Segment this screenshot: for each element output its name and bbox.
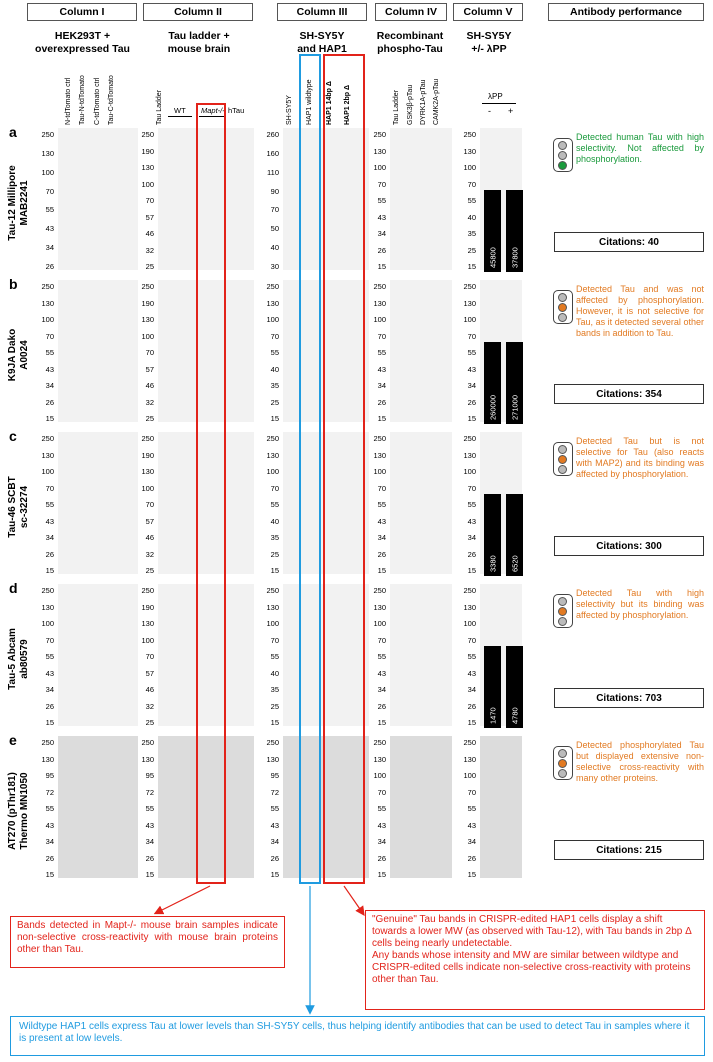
mw-marker-label: 70 — [270, 205, 279, 215]
mw-marker-label: 130 — [463, 298, 476, 308]
column-header-4: Column IV — [375, 3, 447, 21]
mw-marker-label: 55 — [467, 804, 476, 813]
performance-text: Detected human Tau with high selectivity. Not affected by phosphorylation. — [576, 132, 704, 164]
mw-marker-label: 43 — [467, 364, 476, 374]
lane-label: Tau-N-tdTomato — [79, 75, 86, 125]
antibody-name: AT270 (pThr181) Thermo MN1050 — [7, 772, 30, 850]
mw-marker-label: 70 — [45, 186, 54, 196]
mw-marker-label: 34 — [45, 381, 54, 390]
mw-marker-label: 130 — [373, 754, 386, 764]
mw-marker-label: 100 — [41, 315, 54, 324]
quantification-value: 37800 — [510, 247, 519, 268]
mw-marker-label: 34 — [377, 685, 386, 694]
mw-marker-label: 32 — [145, 549, 154, 559]
lane-label-plus: + — [508, 106, 514, 116]
lambda-pp-label: λPP — [488, 92, 503, 101]
mw-marker-label: 72 — [45, 787, 54, 797]
quantification-value: 1470 — [488, 707, 497, 724]
row-letter: c — [9, 428, 17, 444]
mw-marker-label: 34 — [45, 243, 54, 253]
mw-marker-label: 70 — [45, 635, 54, 645]
mw-marker-label: 55 — [467, 348, 476, 357]
mw-marker-label: 15 — [377, 566, 386, 575]
mw-marker-label: 43 — [45, 668, 54, 678]
mw-marker-label: 26 — [467, 549, 476, 559]
citations-box: Citations: 703 — [554, 688, 704, 708]
mw-marker-label: 55 — [45, 652, 54, 661]
mw-marker-label: 43 — [377, 820, 386, 830]
mw-marker-label: 57 — [145, 668, 154, 678]
mw-marker-label: 15 — [145, 870, 154, 879]
column-header-1: Column I — [27, 3, 137, 21]
mw-marker-label: 250 — [41, 282, 54, 291]
quantification-value: 3380 — [488, 555, 497, 572]
mw-marker-label: 100 — [266, 315, 279, 324]
row-letter: b — [9, 276, 18, 292]
mw-marker-label: 57 — [145, 364, 154, 374]
mw-marker-label: 35 — [270, 685, 279, 694]
mw-marker-label: 100 — [41, 467, 54, 476]
mw-marker-label: 190 — [141, 298, 154, 308]
mw-marker-label: 34 — [270, 837, 279, 846]
row-letter: a — [9, 124, 17, 140]
mw-marker-label: 25 — [467, 245, 476, 255]
mw-marker-label: 250 — [373, 738, 386, 747]
mw-marker-label: 26 — [377, 853, 386, 863]
mw-marker-label: 26 — [45, 397, 54, 407]
performance-text: Detected phosphorylated Tau but displayed extensive non-selective cross-reactivity with many other proteins. — [576, 740, 704, 783]
mw-marker-label: 100 — [141, 179, 154, 189]
mw-marker-label: 15 — [467, 414, 476, 423]
column-header-5: Column V — [453, 3, 523, 21]
mw-marker-label: 70 — [377, 483, 386, 493]
mw-marker-label: 25 — [145, 566, 154, 575]
mw-marker-label: 250 — [41, 434, 54, 443]
column-subtitle-5: SH-SY5Y +/- λPP — [466, 30, 512, 55]
mw-marker-label: 43 — [377, 212, 386, 222]
mw-marker-label: 250 — [266, 586, 279, 595]
mw-marker-label: 26 — [467, 701, 476, 711]
mw-marker-label: 70 — [45, 331, 54, 341]
mw-marker-label: 43 — [270, 820, 279, 830]
mw-marker-label: 70 — [467, 331, 476, 341]
mw-marker-label: 250 — [463, 130, 476, 139]
mw-marker-label: 26 — [467, 853, 476, 863]
mw-marker-label: 100 — [463, 619, 476, 628]
mw-marker-label: 130 — [373, 602, 386, 612]
mw-marker-label: 15 — [467, 718, 476, 727]
lane-label: DYRK1A-pTau — [420, 79, 427, 125]
lane-label: GSK3β-pTau — [407, 84, 414, 125]
mw-marker-label: 25 — [145, 262, 154, 271]
mw-marker-label: 34 — [377, 837, 386, 846]
mw-marker-label: 130 — [373, 146, 386, 156]
citations-box: Citations: 40 — [554, 232, 704, 252]
mw-marker-label: 250 — [141, 586, 154, 595]
mw-marker-label: 130 — [41, 450, 54, 460]
mw-marker-label: 43 — [467, 668, 476, 678]
citations-box: Citations: 354 — [554, 384, 704, 404]
mw-marker-label: 34 — [467, 381, 476, 390]
citations-box: Citations: 215 — [554, 840, 704, 860]
mw-marker-label: 32 — [145, 245, 154, 255]
mw-marker-label: 70 — [45, 483, 54, 493]
lane-label: HAP1 14bp Δ — [326, 81, 333, 125]
mw-marker-label: 55 — [467, 196, 476, 205]
mw-marker-label: 100 — [266, 467, 279, 476]
mw-marker-label: 250 — [266, 434, 279, 443]
column-subtitle-4: Recombinant phospho-Tau — [376, 30, 444, 55]
mw-marker-label: 70 — [467, 483, 476, 493]
mw-marker-label: 25 — [270, 397, 279, 407]
mw-marker-label: 100 — [373, 467, 386, 476]
mw-marker-label: 34 — [45, 533, 54, 542]
mw-marker-label: 34 — [45, 685, 54, 694]
mw-marker-label: 26 — [45, 701, 54, 711]
mw-marker-label: 70 — [145, 196, 154, 205]
mw-marker-label: 26 — [377, 397, 386, 407]
mw-marker-label: 130 — [266, 754, 279, 764]
mw-marker-label: 43 — [377, 516, 386, 526]
mw-marker-label: 46 — [145, 685, 154, 694]
quantification-value: 4780 — [510, 707, 519, 724]
mw-marker-label: 100 — [463, 315, 476, 324]
mw-marker-label: 160 — [266, 148, 279, 158]
column-header-6: Antibody performance — [548, 3, 704, 21]
lane-label: N-tdTomato ctrl — [65, 77, 72, 125]
mw-marker-label: 55 — [270, 804, 279, 813]
mw-marker-label: 55 — [467, 652, 476, 661]
mw-marker-label: 46 — [145, 533, 154, 542]
mw-marker-label: 25 — [145, 414, 154, 423]
mw-marker-label: 32 — [145, 701, 154, 711]
mw-marker-label: 15 — [467, 262, 476, 271]
mw-marker-label: 43 — [377, 668, 386, 678]
mw-marker-label: 100 — [463, 467, 476, 476]
mw-marker-label: 25 — [145, 718, 154, 727]
column-header-2: Column II — [143, 3, 253, 21]
mw-marker-label: 100 — [463, 771, 476, 780]
mw-marker-label: 26 — [45, 262, 54, 271]
column-subtitle-2: Tau ladder + mouse brain — [167, 30, 231, 55]
mw-marker-label: 26 — [270, 853, 279, 863]
mw-marker-label: 130 — [373, 298, 386, 308]
antibody-name: K9JA Dako A0024 — [7, 328, 30, 382]
mw-marker-label: 15 — [377, 870, 386, 879]
mw-marker-label: 100 — [463, 163, 476, 172]
mw-marker-label: 34 — [467, 533, 476, 542]
mw-marker-label: 70 — [145, 500, 154, 509]
mw-marker-label: 55 — [45, 500, 54, 509]
mw-marker-label: 55 — [467, 500, 476, 509]
mw-marker-label: 43 — [467, 820, 476, 830]
mw-marker-label: 130 — [266, 602, 279, 612]
mw-marker-label: 55 — [377, 196, 386, 205]
mw-marker-label: 40 — [270, 516, 279, 526]
mw-marker-label: 72 — [270, 787, 279, 797]
quantification-value: 260000 — [488, 394, 497, 420]
mw-marker-label: 250 — [141, 282, 154, 291]
performance-text: Detected Tau and was not affected by phosphorylation. However, it is not selective for Tau, as it detected several other bands in addition to Tau. — [576, 284, 704, 338]
citations-box: Citations: 300 — [554, 536, 704, 556]
mw-marker-label: 130 — [141, 754, 154, 764]
mw-marker-label: 190 — [141, 450, 154, 460]
mw-marker-label: 46 — [145, 381, 154, 390]
mw-marker-label: 15 — [45, 870, 54, 879]
mw-marker-label: 43 — [45, 224, 54, 234]
mw-marker-label: 26 — [377, 245, 386, 255]
mw-marker-label: 15 — [467, 870, 476, 879]
mw-marker-label: 130 — [463, 450, 476, 460]
mw-marker-label: 34 — [377, 229, 386, 238]
mw-marker-label: 130 — [373, 450, 386, 460]
lane-label: HAP1 2bp Δ — [344, 84, 351, 125]
mw-marker-label: 26 — [377, 701, 386, 711]
lane-label: WT — [174, 106, 186, 115]
mw-marker-label: 55 — [270, 652, 279, 661]
lane-label: Tau Ladder — [156, 89, 163, 125]
mw-marker-label: 130 — [141, 315, 154, 324]
mw-marker-label: 100 — [373, 619, 386, 628]
mw-marker-label: 30 — [270, 262, 279, 271]
mw-marker-label: 34 — [45, 837, 54, 846]
mw-marker-label: 40 — [270, 364, 279, 374]
mw-marker-label: 100 — [373, 771, 386, 780]
lane-label: SH-SY5Y — [286, 95, 293, 125]
mw-marker-label: 250 — [373, 130, 386, 139]
mw-marker-label: 40 — [467, 212, 476, 222]
antibody-name: Tau-46 SCBT sc-32274 — [7, 476, 30, 538]
mw-marker-label: 70 — [467, 635, 476, 645]
mw-marker-label: 43 — [45, 364, 54, 374]
mw-marker-label: 100 — [141, 635, 154, 645]
row-letter: e — [9, 732, 17, 748]
mw-marker-label: 15 — [377, 414, 386, 423]
row-letter: d — [9, 580, 18, 596]
antibody-name: Tau-12 Millipore MAB2241 — [7, 165, 30, 241]
mw-marker-label: 40 — [270, 243, 279, 253]
mw-marker-label: 34 — [467, 837, 476, 846]
mw-marker-label: 55 — [377, 652, 386, 661]
mw-marker-label: 50 — [270, 224, 279, 234]
mw-marker-label: 43 — [45, 820, 54, 830]
mw-marker-label: 90 — [270, 186, 279, 196]
mw-marker-label: 34 — [145, 837, 154, 846]
mw-marker-label: 70 — [145, 652, 154, 661]
mw-marker-label: 72 — [145, 787, 154, 797]
mw-marker-label: 250 — [266, 738, 279, 747]
mw-marker-label: 250 — [141, 130, 154, 139]
mw-marker-label: 250 — [463, 434, 476, 443]
quantification-value: 45800 — [488, 247, 497, 268]
performance-text: Detected Tau but is not selective for Tau (also reacts with MAP2) and its binding was affected by phosphorylation. — [576, 436, 704, 479]
mw-marker-label: 250 — [41, 586, 54, 595]
mw-marker-label: 26 — [45, 853, 54, 863]
mw-marker-label: 95 — [45, 771, 54, 780]
mw-marker-label: 43 — [45, 516, 54, 526]
column-header-3: Column III — [277, 3, 367, 21]
mw-marker-label: 130 — [463, 602, 476, 612]
mw-marker-label: 46 — [145, 229, 154, 238]
mw-marker-label: 250 — [463, 282, 476, 291]
mw-marker-label: 95 — [145, 771, 154, 780]
mw-marker-label: 100 — [141, 331, 154, 341]
mw-marker-label: 43 — [467, 516, 476, 526]
mw-marker-label: 34 — [467, 685, 476, 694]
mw-marker-label: 130 — [41, 298, 54, 308]
mw-marker-label: 55 — [377, 500, 386, 509]
mw-marker-label: 15 — [270, 718, 279, 727]
mw-marker-label: 250 — [141, 738, 154, 747]
mw-marker-label: 15 — [270, 566, 279, 575]
performance-text: Detected Tau with high selectivity but its binding was affected by phosphorylation. — [576, 588, 704, 620]
mw-marker-label: 15 — [45, 566, 54, 575]
lane-label-minus: - — [488, 106, 491, 116]
mw-marker-label: 70 — [467, 787, 476, 797]
mw-marker-label: 15 — [270, 414, 279, 423]
column-subtitle-1: HEK293T + overexpressed Tau — [35, 30, 130, 55]
lane-label: hTau — [228, 106, 245, 115]
mw-marker-label: 57 — [145, 516, 154, 526]
mw-marker-label: 190 — [141, 602, 154, 612]
crispr-note: "Genuine" Tau bands in CRISPR-edited HAP1 cells display a shift towards a lower MW (as observed with Tau-12), with Tau bands in 2bp Δ cells being nearly undetectable. Any bands whose intensity and MW are similar between wildtype and CRISPR-edited cells indicate non-selective cross-reactivity with proteins other than Tau. — [365, 910, 705, 1010]
mw-marker-label: 40 — [270, 668, 279, 678]
mw-marker-label: 250 — [373, 434, 386, 443]
lane-label: CAMK2A-pTau — [433, 78, 440, 125]
mw-marker-label: 26 — [45, 549, 54, 559]
mw-marker-label: 70 — [377, 179, 386, 189]
mw-marker-label: 130 — [41, 602, 54, 612]
mw-marker-label: 15 — [45, 718, 54, 727]
mw-marker-label: 55 — [145, 804, 154, 813]
mw-marker-label: 35 — [270, 381, 279, 390]
mw-marker-label: 250 — [41, 130, 54, 139]
mw-marker-label: 55 — [270, 500, 279, 509]
mw-marker-label: 34 — [377, 533, 386, 542]
mw-marker-label: 250 — [41, 738, 54, 747]
mw-marker-label: 100 — [41, 619, 54, 628]
mw-marker-label: 15 — [467, 566, 476, 575]
mw-marker-label: 55 — [377, 804, 386, 813]
mw-marker-label: 70 — [270, 331, 279, 341]
mw-marker-label: 130 — [266, 450, 279, 460]
mw-marker-label: 15 — [377, 262, 386, 271]
mw-marker-label: 70 — [270, 483, 279, 493]
mw-marker-label: 130 — [463, 754, 476, 764]
lane-label: Tau Ladder — [393, 89, 400, 125]
mapt-ko-note: Bands detected in Mapt-/- mouse brain samples indicate non-selective cross-reactivity with mouse brain proteins other than Tau. — [10, 916, 285, 968]
mw-marker-label: 250 — [266, 282, 279, 291]
mw-marker-label: 250 — [463, 738, 476, 747]
mw-marker-label: 130 — [141, 467, 154, 476]
lane-label-mapt-ko: Mapt-/- — [201, 106, 225, 115]
mw-marker-label: 26 — [377, 549, 386, 559]
mw-marker-label: 55 — [45, 348, 54, 357]
mw-marker-label: 55 — [45, 205, 54, 215]
mw-marker-label: 25 — [270, 549, 279, 559]
mw-marker-label: 43 — [377, 364, 386, 374]
mw-marker-label: 70 — [377, 331, 386, 341]
mw-marker-label: 70 — [270, 635, 279, 645]
mw-marker-label: 100 — [373, 315, 386, 324]
mw-marker-label: 130 — [463, 146, 476, 156]
mw-marker-label: 43 — [145, 820, 154, 830]
lane-label: C-tdTomato ctrl — [94, 77, 101, 125]
mw-marker-label: 70 — [467, 179, 476, 189]
mw-marker-label: 55 — [377, 348, 386, 357]
mw-marker-label: 15 — [377, 718, 386, 727]
mw-marker-label: 70 — [377, 635, 386, 645]
mw-marker-label: 130 — [266, 298, 279, 308]
mw-marker-label: 250 — [373, 586, 386, 595]
antibody-name: Tau-5 Abcam ab80579 — [7, 628, 30, 690]
mw-marker-label: 130 — [41, 754, 54, 764]
quantification-value: 271000 — [510, 394, 519, 420]
mw-marker-label: 15 — [270, 870, 279, 879]
mw-marker-label: 35 — [270, 533, 279, 542]
mw-marker-label: 130 — [41, 148, 54, 158]
mw-marker-label: 190 — [141, 146, 154, 156]
mw-marker-label: 100 — [141, 483, 154, 493]
mw-marker-label: 57 — [145, 212, 154, 222]
hap1-wildtype-note: Wildtype HAP1 cells express Tau at lower levels than SH-SY5Y cells, thus helping identify antibodies that can be used to detect Tau in samples where it is present at low levels. — [10, 1016, 705, 1056]
mw-marker-label: 95 — [270, 771, 279, 780]
lane-label: Tau-C-tdTomato — [108, 75, 115, 125]
mw-marker-label: 260 — [266, 130, 279, 139]
mw-marker-label: 100 — [266, 619, 279, 628]
mw-marker-label: 34 — [377, 381, 386, 390]
mw-marker-label: 250 — [373, 282, 386, 291]
lane-label: HAP1 wildtype — [306, 79, 313, 125]
mw-marker-label: 26 — [145, 853, 154, 863]
mw-marker-label: 70 — [377, 787, 386, 797]
mw-marker-label: 100 — [373, 163, 386, 172]
mw-marker-label: 55 — [270, 348, 279, 357]
mw-marker-label: 70 — [145, 348, 154, 357]
column-subtitle-3: SH-SY5Y and HAP1 — [297, 30, 347, 55]
mw-marker-label: 26 — [467, 397, 476, 407]
mw-marker-label: 250 — [463, 586, 476, 595]
mw-marker-label: 130 — [141, 619, 154, 628]
mw-marker-label: 25 — [270, 701, 279, 711]
mw-marker-label: 110 — [267, 167, 279, 177]
mw-marker-label: 100 — [41, 167, 54, 177]
mw-marker-label: 130 — [141, 163, 154, 172]
mw-marker-label: 32 — [145, 397, 154, 407]
quantification-value: 6520 — [510, 555, 519, 572]
mw-marker-label: 250 — [141, 434, 154, 443]
mw-marker-label: 35 — [467, 229, 476, 238]
mw-marker-label: 55 — [45, 804, 54, 813]
mw-marker-label: 15 — [45, 414, 54, 423]
